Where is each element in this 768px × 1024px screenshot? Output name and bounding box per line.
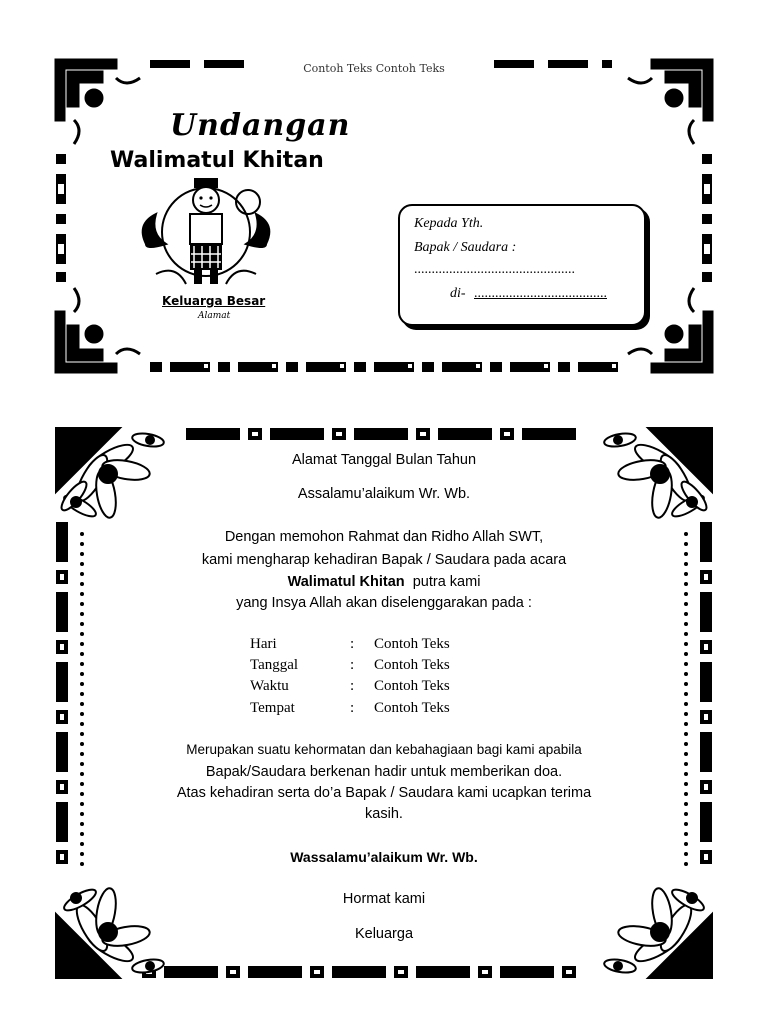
detail-value: Contoh Teks xyxy=(374,657,450,673)
di-dots: ...................................... xyxy=(474,286,607,301)
di-label: di- xyxy=(450,286,466,301)
header-placeholder-text: Contoh Teks Contoh Teks xyxy=(303,62,445,75)
hormat-kami: Hormat kami xyxy=(342,891,426,907)
detail-label: Waktu xyxy=(250,678,289,694)
paragraph1-line4: yang Insya Allah akan diselenggarakan pada : xyxy=(236,595,532,611)
family-address: Alamat xyxy=(198,311,231,321)
detail-value: Contoh Teks xyxy=(374,678,450,694)
bapak-label: Bapak / Saudara : xyxy=(414,240,517,255)
paragraph1-line3 xyxy=(50,574,718,590)
detail-value: Contoh Teks xyxy=(374,636,450,652)
detail-label: Tanggal xyxy=(250,657,299,673)
paragraph1-line2: kami mengharap kehadiran Bapak / Saudara pada acara xyxy=(201,552,567,568)
letter-greeting: Assalamu’alaikum Wr. Wb. xyxy=(297,486,471,502)
kepada-label: Kepada Yth. xyxy=(414,216,484,231)
boy-illustration-icon xyxy=(136,174,276,294)
detail-separator: : xyxy=(350,657,355,673)
event-name-suffix: putra kami xyxy=(412,574,481,590)
detail-separator: : xyxy=(350,636,355,652)
letter-card xyxy=(50,422,718,984)
paragraph1-line1: Dengan memohon Rahmat dan Ridho Allah SWT, xyxy=(224,529,544,545)
recipient-dots: .............................................. xyxy=(414,262,575,277)
signature-keluarga: Keluarga xyxy=(354,926,414,942)
envelope-card xyxy=(54,58,714,374)
detail-value: Contoh Teks xyxy=(374,700,450,716)
letter-farewell: Wassalamu’alaikum Wr. Wb. xyxy=(290,849,478,865)
family-name: Keluarga Besar xyxy=(162,294,266,308)
undangan-heading: Undangan xyxy=(170,108,351,143)
closing-line3: Atas kehadiran serta do’a Bapak / Saudara kami ucapkan terima xyxy=(176,785,592,801)
event-title: Walimatul Khitan xyxy=(110,148,324,173)
event-name-inline: Walimatul Khitan xyxy=(287,574,405,590)
closing-line4: kasih. xyxy=(365,806,403,822)
recipient-address-box xyxy=(398,204,646,326)
closing-line2: Bapak/Saudara berkenan hadir untuk memberikan doa. xyxy=(205,764,563,780)
detail-separator: : xyxy=(350,700,355,716)
detail-label: Hari xyxy=(250,636,277,652)
closing-line1: Merupakan suatu kehormatan dan kebahagiaan bagi kami apabila xyxy=(186,742,582,757)
letter-date-line: Alamat Tanggal Bulan Tahun xyxy=(291,452,477,468)
detail-separator: : xyxy=(350,678,355,694)
detail-label: Tempat xyxy=(250,700,295,716)
